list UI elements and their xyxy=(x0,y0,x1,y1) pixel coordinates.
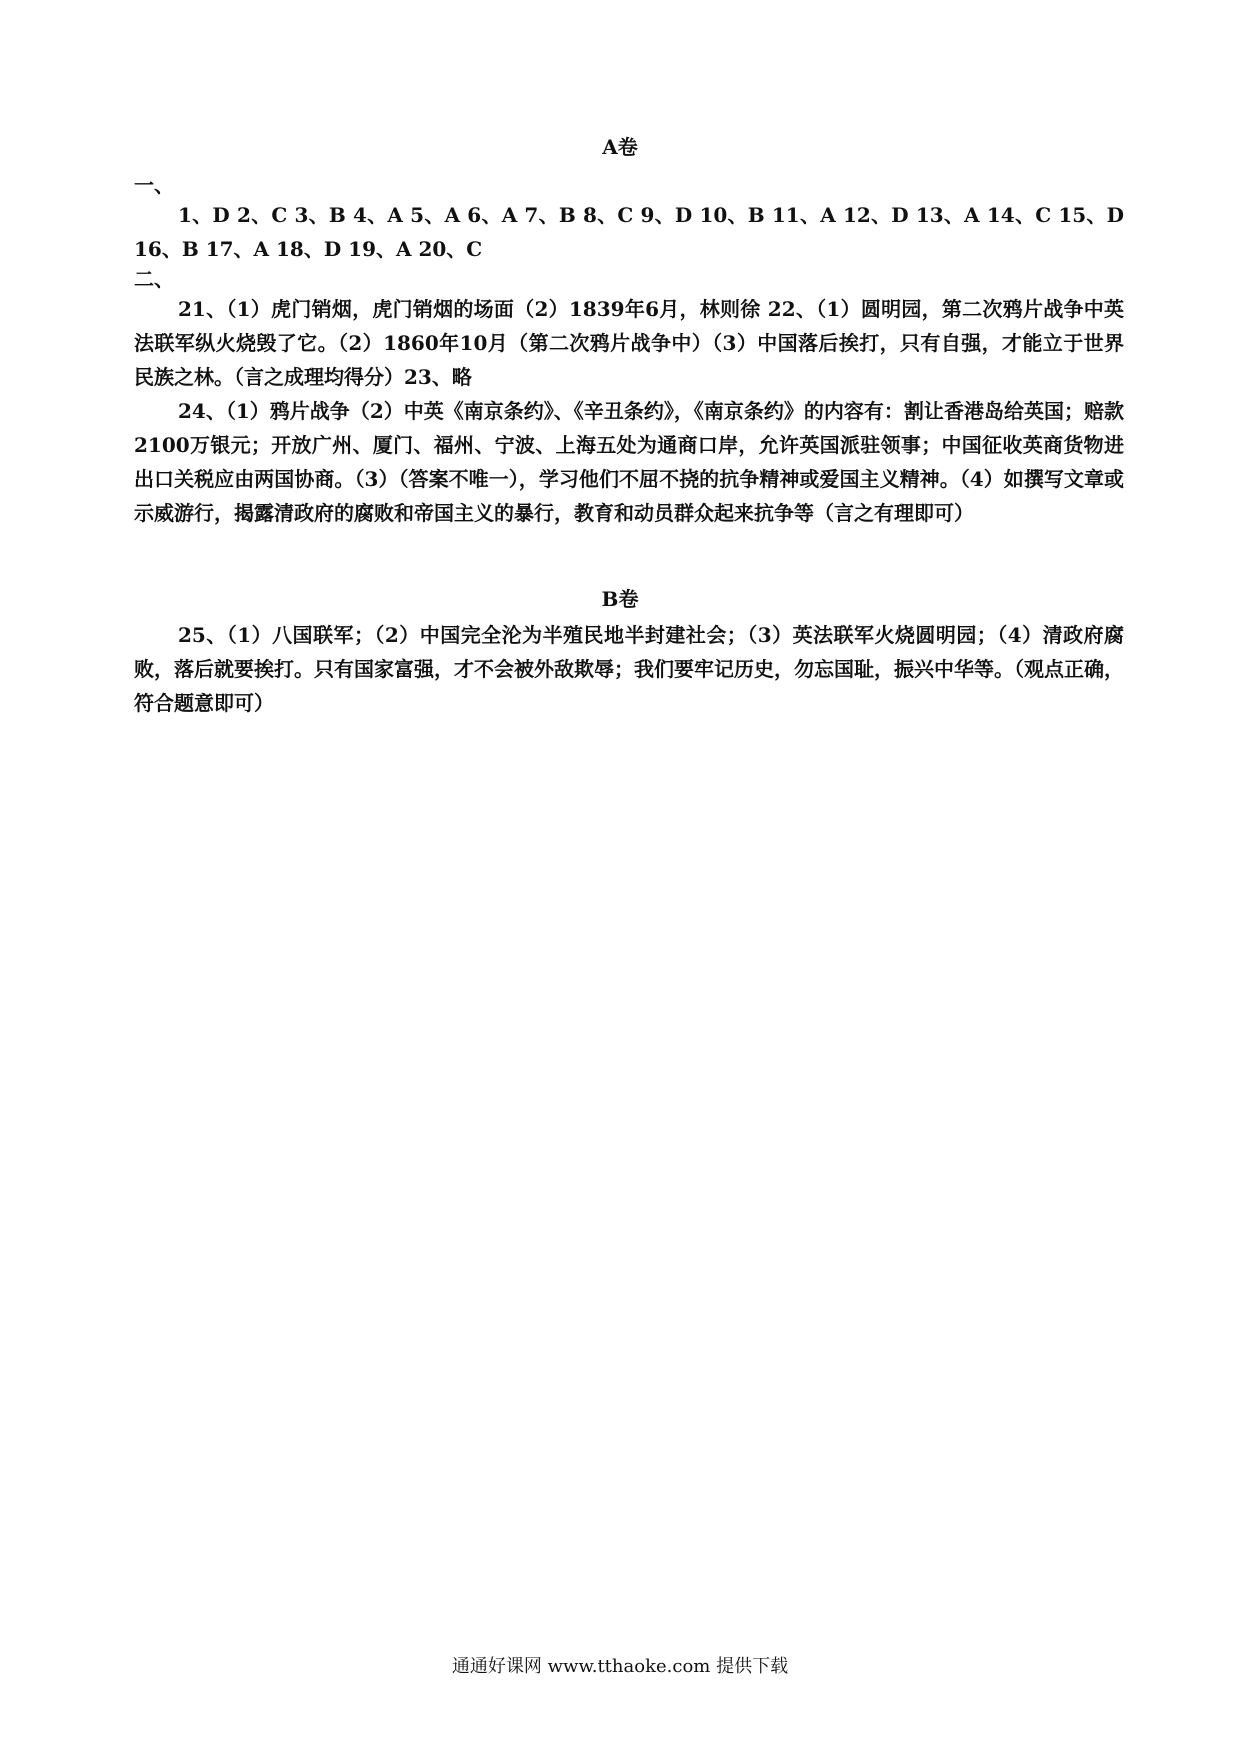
answers-21-23: 21、（1）虎门销烟，虎门销烟的场面（2）1839年6月，林则徐 22、（1）圆明园，第二次鸦片战争中英法联军纵火烧毁了它。（2）1860年10月（第二次鸦片战争中）（3）中国落后挨打，只有自强，才能立于世界民族之林。（言之成理均得分）23、略 xyxy=(134,297,1124,389)
section-a-title: A卷 xyxy=(602,135,638,159)
part-one-heading: 一、 xyxy=(134,173,174,197)
footer-source: 通通好课网 www.tthaoke.com 提供下载 xyxy=(451,1656,789,1677)
answer-25: 25、（1）八国联军；（2）中国完全沦为半殖民地半封建社会；（3）英法联军火烧圆明园；（4）清政府腐败，落后就要挨打。只有国家富强，才不会被外敌欺辱；我们要牢记历史，勿忘国耻，振兴中华等。（观点正确，符合题意即可） xyxy=(134,623,1124,715)
multiple-choice-answers: 1、D 2、C 3、B 4、A 5、A 6、A 7、B 8、C 9、D 10、B 11、A 12、D 13、A 14、C 15、D 16、B 17、A 18、D 19、A 20、C xyxy=(134,203,1124,261)
part-two-heading: 二、 xyxy=(134,267,174,291)
answer-24: 24、（1）鸦片战争（2）中英《南京条约》、《辛丑条约》，《南京条约》的内容有：割让香港岛给英国；赔款2100万银元；开放广州、厦门、福州、宁波、上海五处为通商口岸，允许英国派驻领事；中国征收英商货物进出口关税应由两国协商。（3）（答案不唯一），学习他们不屈不挠的抗争精神或爱国主义精神。（4）如撰写文章或示威游行，揭露清政府的腐败和帝国主义的暴行，教育和动员群众起来抗争等（言之有理即可） xyxy=(134,399,1124,525)
section-b-title: B卷 xyxy=(601,587,639,611)
